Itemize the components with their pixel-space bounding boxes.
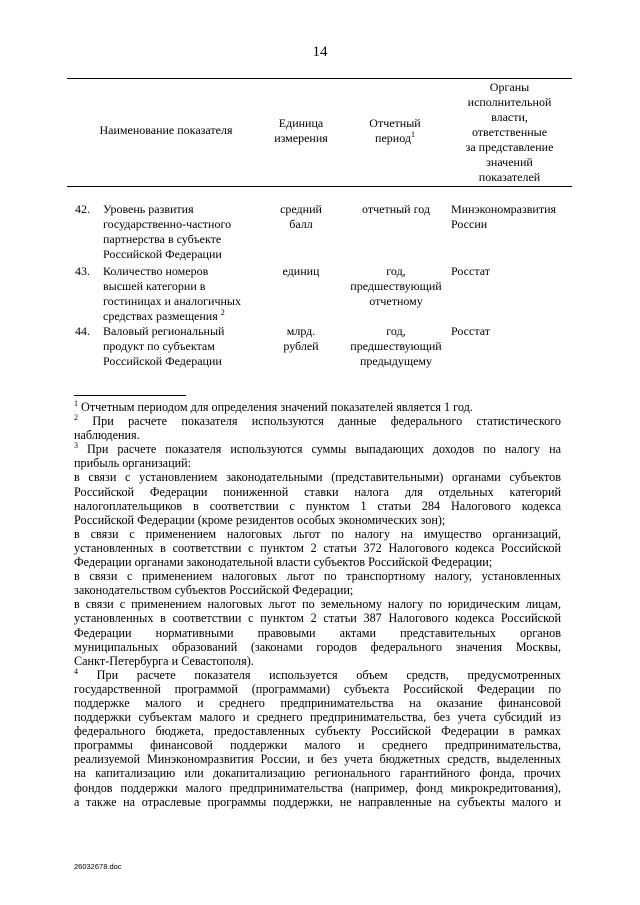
footnote-line: поддержки субъектам малого и среднего предпринимательства, без учета субсидий из: [74, 710, 561, 725]
footnote-2: $^2$ При расчете показателя используются данные федерального статистического: [74, 413, 562, 429]
indicator-name: Уровень развития государственно-частного партнерства в субъекте Российской Федерации: [103, 202, 232, 261]
footnote-line: Российской Федерации (кроме резидентов особых экономических зон);: [74, 512, 446, 527]
footnote-mark: 2: [220, 308, 225, 317]
footnote-line: Санкт-Петербурга и Севастополя).: [74, 653, 254, 668]
row-number: 43.: [75, 264, 90, 278]
reporting-period: год, предшествующий предыдущему: [350, 324, 442, 368]
footnote-3: $^3$ При расчете показателя используются суммы выпадающих доходов по налогу на: [74, 441, 562, 457]
footnote-line: в связи с установлением законодательными (представительными) органами субъектов: [74, 470, 561, 485]
footnote-4: $^4$ При расчете показателя используется объем средств, предусмотренных: [74, 666, 561, 682]
header-bottom-border: [67, 186, 572, 187]
footnote-line: в связи с применением налоговых льгот по налогу на имущество организаций,: [74, 526, 561, 541]
footnote-divider: [74, 395, 186, 396]
indicator-name: Валовый региональный продукт по субъектам Российской Федерации: [103, 324, 225, 368]
footnote-line: а также на отраслевые программы поддержки, не направленные на субъекты малого и: [74, 794, 561, 809]
footnote-mark: 4: [74, 666, 78, 676]
reporting-period: год, предшествующий отчетному: [350, 264, 442, 308]
footnote-1: $^1$ Отчетным периодом для определения значений показателей является 1 год.: [74, 398, 473, 414]
footnote-line: на капитализацию или докапитализацию регионального гарантийного фонда, прочих: [74, 766, 561, 781]
footnote-mark: 1: [410, 130, 415, 139]
footnote-line: налогоплательщиков в соответствии с пунктом 1 статьи 284 Налогового кодекса: [74, 498, 561, 513]
footnote-line: реализуемой Минэкономразвития России, и без учета бюджетных средств, выделенных: [74, 752, 561, 767]
table-top-border: [67, 78, 572, 79]
responsible-agency: Росстат: [451, 324, 490, 338]
footnote-mark: 3: [74, 441, 78, 451]
header-name: Наименование показателя: [99, 123, 233, 137]
footnote-mark: 2: [74, 413, 78, 423]
responsible-agency: Росстат: [451, 264, 490, 278]
unit-of-measure: млрд. рублей: [283, 324, 319, 353]
footnote-line: в связи с применением налоговых льгот по транспортному налогу, установленных: [74, 569, 561, 584]
footnote-line: Федерации органами законодательной власти субъектов Российской Федерации;: [74, 555, 493, 570]
footnote-line: государственной программой (программами) субъекта Российской Федерации по: [74, 681, 561, 696]
footnote-line: Федерации нормативными правовыми актами представительных органов: [74, 625, 561, 640]
document-filename: 26032678.doc: [74, 862, 122, 871]
footnote-line: федерального бюджета, предоставленных субъекту Российской Федерации в рамках: [74, 724, 561, 739]
footnote-line: установленных в соответствии с пунктом 2 статьи 372 Налогового кодекса Российской: [74, 540, 561, 555]
footnote-mark: 1: [74, 398, 78, 408]
reporting-period: отчетный год: [362, 202, 430, 216]
row-number: 44.: [75, 324, 90, 338]
header-unit: Единица измерения: [274, 116, 328, 145]
footnote-line: установленных в соответствии с пунктом 2 статьи 387 Налогового кодекса Российской: [74, 611, 561, 626]
footnote-line: в связи с применением налоговых льгот по земельному налогу по юридическим лицам,: [74, 597, 561, 612]
indicator-name: Количество номеров высшей категории в гостиницах и аналогичных средствах размещения $^2$: [103, 264, 241, 323]
page-number: 14: [312, 44, 328, 60]
footnote-line: программы финансовой поддержки малого и среднего предпринимательства,: [74, 738, 561, 753]
footnote-line: поддержке малого и среднего предпринимательства на оказание финансовой: [74, 695, 561, 710]
responsible-agency: Минэкономразвития России: [451, 202, 557, 231]
footnote-line: фондов поддержки малого предпринимательства (например, фонд микрокредитования),: [74, 780, 561, 795]
unit-of-measure: средний балл: [280, 202, 322, 231]
footnote-line: наблюдения.: [74, 428, 140, 443]
row-number: 42.: [75, 202, 90, 216]
footnote-line: Российской Федерации пониженной ставки налога для отдельных категорий: [74, 484, 561, 499]
footnote-line: законодательством субъектов Российской Федерации;: [74, 583, 354, 598]
footnote-line: муниципальных образований (законами городов федерального значения Москвы,: [74, 639, 561, 654]
unit-of-measure: единиц: [282, 264, 320, 278]
footnote-line: прибыль организаций:: [74, 456, 192, 471]
footnotes: [74, 400, 561, 809]
header-agency: Органы исполнительной власти, ответственные за представление значений показателей: [465, 80, 554, 184]
header-period: Отчетный период$^1$: [369, 116, 421, 145]
